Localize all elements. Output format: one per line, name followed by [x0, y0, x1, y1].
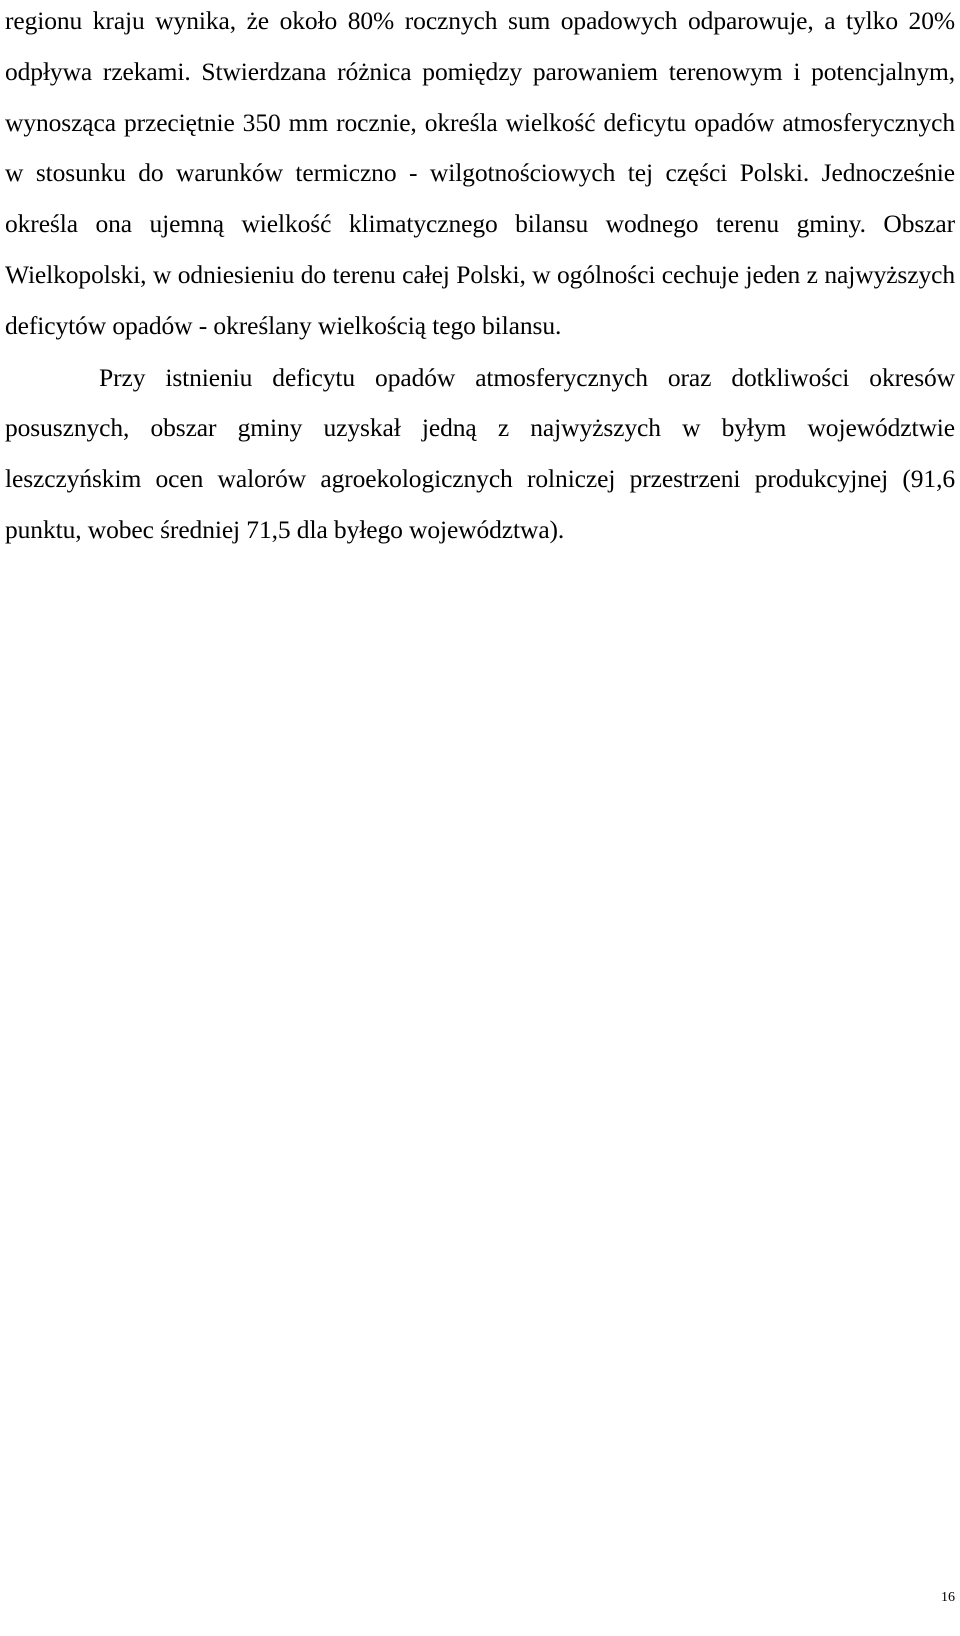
paragraph-continuation: regionu kraju wynika, że około 80% rocznych sum opadowych odparowuje, a tylko 20% odpływa rzekami. Stwierdzana różnica pomiędzy parowaniem terenowym i potencjalnym, wynosząca przeciętnie 350 mm rocznie, określa wielkość deficytu opadów atmosferycznych w stosunku do warunków termiczno - wilgotnościowych tej części Polski. Jednocześnie określa ona ujemną wielkość klimatycznego bilansu wodnego terenu gminy. Obszar Wielkopolski, w odniesieniu do terenu całej Polski, w ogólności cechuje jeden z najwyższych deficytów opadów - określany wielkością tego bilansu.: [5, 6, 955, 340]
page-number: 16: [941, 1590, 955, 1605]
paragraph-agroecological-assessment: Przy istnieniu deficytu opadów atmosferycznych oraz dotkliwości okresów posusznych, obszar gminy uzyskał jedną z najwyższych w byłym województwie leszczyńskim ocen walorów agroekologicznych rolniczej przestrzeni produkcyjnej (91,6 punktu, wobec średniej 71,5 dla byłego województwa).: [5, 362, 955, 544]
document-page: [5, 0, 955, 556]
